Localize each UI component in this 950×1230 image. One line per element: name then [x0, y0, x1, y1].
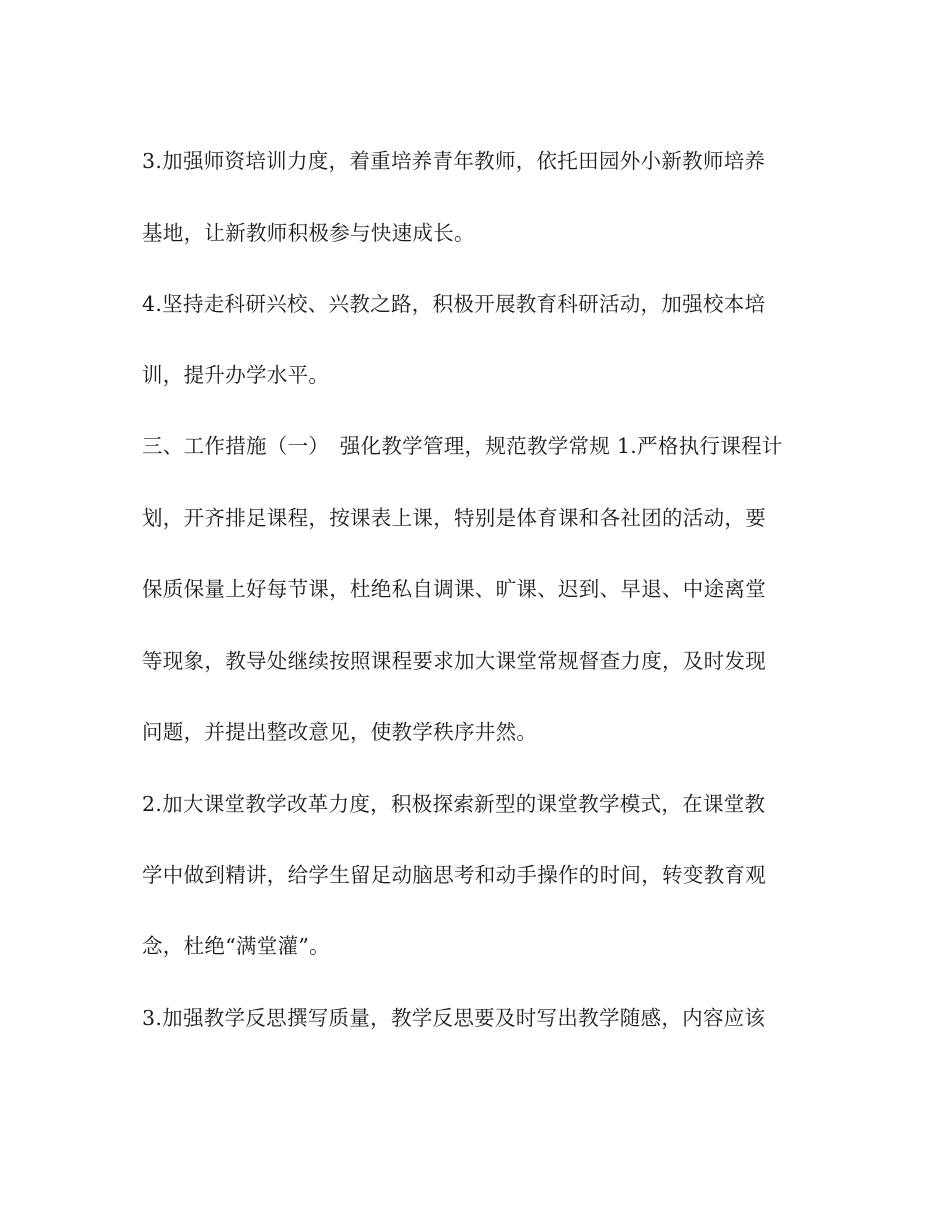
text-line: 念，杜绝“满堂灌”。 — [142, 934, 330, 958]
text-line: 等现象，教导处继续按照课程要求加大课堂常规督查力度，及时发现 — [142, 649, 766, 673]
text-line: 2.加大课堂教学改革力度，积极探索新型的课堂教学模式，在课堂教 — [142, 792, 766, 816]
text-line: 三、工作措施（一） 强化教学管理，规范教学常规 1.严格执行课程计 — [142, 434, 783, 458]
text-line: 3.加强教学反思撰写质量，教学反思要及时写出教学随感，内容应该 — [142, 1006, 766, 1030]
text-line: 划，开齐排足课程，按课表上课，特别是体育课和各社团的活动，要 — [142, 506, 766, 530]
text-line: 问题，并提出整改意见，使教学秩序井然。 — [142, 720, 538, 744]
text-line: 基地，让新教师积极参与快速成长。 — [142, 221, 475, 245]
text-line: 学中做到精讲，给学生留足动脑思考和动手操作的时间，转变教育观 — [142, 863, 766, 887]
text-line: 3.加强师资培训力度，着重培养青年教师，依托田园外小新教师培养 — [142, 149, 766, 173]
text-line: 保质保量上好每节课，杜绝私自调课、旷课、迟到、早退、中途离堂 — [142, 577, 766, 601]
text-line: 训，提升办学水平。 — [142, 363, 330, 387]
text-line: 4.坚持走科研兴校、兴教之路，积极开展教育科研活动，加强校本培 — [142, 292, 766, 316]
